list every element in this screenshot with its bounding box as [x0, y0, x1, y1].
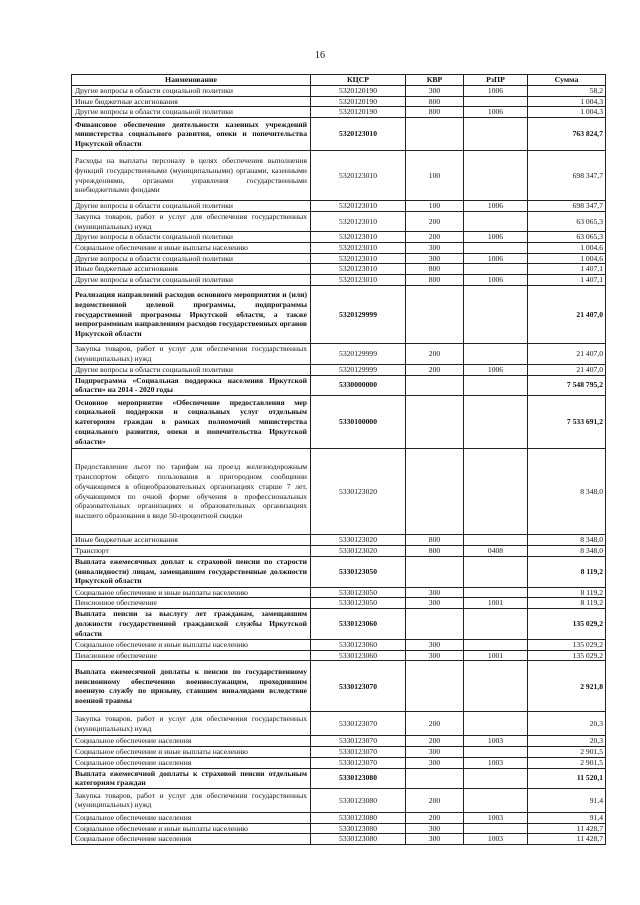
cell-sum: 135 029,2 — [528, 608, 606, 639]
table-row — [72, 264, 606, 275]
cell-kvr: 800 — [406, 545, 464, 556]
cell-rzpr — [464, 243, 528, 254]
cell-name: Социальное обеспечение населения — [72, 812, 311, 823]
cell-kvr — [406, 556, 464, 587]
cell-sum: 91,4 — [528, 788, 606, 812]
cell-kcsr: 5330123080 — [311, 788, 406, 812]
cell-kvr: 200 — [406, 712, 464, 736]
cell-name: Иные бюджетные ассигнования — [72, 264, 311, 275]
cell-kcsr: 5330123020 — [311, 545, 406, 556]
cell-rzpr — [464, 712, 528, 736]
table-row — [72, 757, 606, 768]
cell-kcsr: 5320123010 — [311, 201, 406, 212]
table-row — [72, 232, 606, 243]
cell-kcsr: 5330123050 — [311, 598, 406, 609]
cell-kvr: 200 — [406, 232, 464, 243]
cell-rzpr: 1003 — [464, 757, 528, 768]
cell-name: Социальное обеспечение населения — [72, 736, 311, 747]
table-row — [72, 598, 606, 609]
cell-rzpr — [464, 211, 528, 231]
cell-kvr: 800 — [406, 275, 464, 286]
cell-rzpr: 1006 — [464, 86, 528, 97]
cell-sum: 11 520,1 — [528, 768, 606, 788]
cell-name: Закупка товаров, работ и услуг для обеспечения государственных (муниципальных) нужд — [72, 211, 311, 231]
cell-kvr: 800 — [406, 96, 464, 107]
table-row — [72, 661, 606, 712]
table-row — [72, 608, 606, 639]
cell-name: Предоставление льгот по тарифам на проезд железнодорожным транспортом общего пользования в пригородном сообщении обучающимся в общеобразовательных организациях старше 7 лет, обучающимся по очной форме обучения в профессиональных образовательных организациях и образовательных организациях высшего образования в виде 50-процентной скидки — [72, 449, 311, 535]
cell-kcsr: 5330123060 — [311, 608, 406, 639]
cell-rzpr — [464, 768, 528, 788]
cell-kvr: 300 — [406, 253, 464, 264]
cell-sum: 8 119,2 — [528, 556, 606, 587]
cell-name: Пенсионное обеспечение — [72, 598, 311, 609]
table-row — [72, 639, 606, 650]
cell-sum: 58,2 — [528, 86, 606, 97]
cell-name: Социальное обеспечение и иные выплаты населению — [72, 587, 311, 598]
cell-sum: 7 533 691,2 — [528, 396, 606, 449]
cell-sum: 1 004,3 — [528, 107, 606, 118]
header-name: Наименование — [72, 75, 311, 86]
cell-rzpr: 1003 — [464, 834, 528, 845]
cell-name: Социальное обеспечение и иные выплаты населению — [72, 639, 311, 650]
cell-kcsr: 5320123010 — [311, 264, 406, 275]
cell-kvr — [406, 285, 464, 343]
cell-sum: 8 348,0 — [528, 545, 606, 556]
cell-name: Пенсионное обеспечение — [72, 650, 311, 661]
table-row — [72, 375, 606, 395]
cell-kvr: 300 — [406, 747, 464, 758]
cell-kvr — [406, 768, 464, 788]
cell-sum: 1 004,6 — [528, 253, 606, 264]
cell-name: Другие вопросы в области социальной политики — [72, 201, 311, 212]
cell-sum: 2 901,5 — [528, 747, 606, 758]
table-header — [72, 75, 606, 86]
cell-kvr: 300 — [406, 243, 464, 254]
table-row — [72, 118, 606, 151]
cell-kcsr: 5320123010 — [311, 118, 406, 151]
cell-name: Выплата ежемесячных доплат к страховой пенсии по старости (инвалидности) лицам, замещавшим государственные должности Иркутской области — [72, 556, 311, 587]
table-row — [72, 107, 606, 118]
cell-sum: 91,4 — [528, 812, 606, 823]
cell-kcsr: 5320120190 — [311, 107, 406, 118]
cell-kcsr: 5330100000 — [311, 396, 406, 449]
cell-name: Закупка товаров, работ и услуг для обеспечения государственных (муниципальных) нужд — [72, 712, 311, 736]
cell-sum: 698 347,7 — [528, 151, 606, 201]
cell-rzpr — [464, 375, 528, 395]
cell-rzpr: 1001 — [464, 650, 528, 661]
table-row — [72, 545, 606, 556]
cell-sum: 21 407,0 — [528, 364, 606, 375]
cell-sum: 1 407,1 — [528, 275, 606, 286]
cell-kcsr: 5330000000 — [311, 375, 406, 395]
cell-name: Другие вопросы в области социальной политики — [72, 86, 311, 97]
table-row — [72, 396, 606, 449]
cell-sum: 63 065,3 — [528, 232, 606, 243]
cell-sum: 135 029,2 — [528, 639, 606, 650]
cell-rzpr — [464, 151, 528, 201]
cell-name: Выплата пенсии за выслугу лет гражданам, замещавшим должности государственной гражданской службы Иркутской области — [72, 608, 311, 639]
cell-kcsr: 5330123050 — [311, 587, 406, 598]
cell-name: Подпрограмма «Социальная поддержка населения Иркутской области» на 2014 - 2020 годы — [72, 375, 311, 395]
cell-rzpr — [464, 639, 528, 650]
cell-rzpr — [464, 587, 528, 598]
cell-name: Другие вопросы в области социальной политики — [72, 107, 311, 118]
table-row — [72, 587, 606, 598]
cell-kvr — [406, 449, 464, 535]
table-row — [72, 364, 606, 375]
table-row — [72, 285, 606, 343]
cell-rzpr — [464, 535, 528, 546]
cell-kcsr: 5320120190 — [311, 86, 406, 97]
cell-sum: 2 901,5 — [528, 757, 606, 768]
table-row — [72, 201, 606, 212]
table-row — [72, 243, 606, 254]
cell-name: Выплата ежемесячной доплаты к пенсии по государственному пенсионному обеспечению военнослужащим, проходившим военную службу по призыву, ставшим инвалидами вследствие военной травмы — [72, 661, 311, 712]
cell-sum: 21 407,0 — [528, 285, 606, 343]
cell-sum: 11 428,7 — [528, 823, 606, 834]
cell-sum: 1 004,3 — [528, 96, 606, 107]
cell-name: Иные бюджетные ассигнования — [72, 535, 311, 546]
table-row — [72, 712, 606, 736]
cell-rzpr: 1003 — [464, 736, 528, 747]
header-kvr: КВР — [406, 75, 464, 86]
cell-kcsr: 5330123020 — [311, 449, 406, 535]
cell-kvr: 200 — [406, 788, 464, 812]
cell-kcsr: 5320123010 — [311, 232, 406, 243]
cell-rzpr: 0408 — [464, 545, 528, 556]
cell-name: Социальное обеспечение и иные выплаты населению — [72, 243, 311, 254]
table-row — [72, 812, 606, 823]
cell-kcsr: 5330123050 — [311, 556, 406, 587]
cell-kcsr: 5330123070 — [311, 712, 406, 736]
cell-sum: 8 119,2 — [528, 598, 606, 609]
cell-name: Закупка товаров, работ и услуг для обеспечения государственных (муниципальных) нужд — [72, 343, 311, 364]
table-row — [72, 343, 606, 364]
cell-sum: 11 428,7 — [528, 834, 606, 845]
cell-kcsr: 5320120190 — [311, 96, 406, 107]
cell-rzpr — [464, 823, 528, 834]
cell-rzpr — [464, 396, 528, 449]
table-row — [72, 275, 606, 286]
cell-kvr: 200 — [406, 211, 464, 231]
table-row — [72, 253, 606, 264]
cell-name: Основное мероприятие «Обеспечение предоставления мер социальной поддержки и социальных услуг отдельным категориям граждан в рамках полномочий министерства социального развития, опеки и попечительства Иркутской области» — [72, 396, 311, 449]
cell-sum: 8 348,0 — [528, 535, 606, 546]
cell-name: Социальное обеспечение и иные выплаты населению — [72, 747, 311, 758]
table-row — [72, 788, 606, 812]
table-row — [72, 449, 606, 535]
cell-kvr: 300 — [406, 834, 464, 845]
cell-kvr: 300 — [406, 757, 464, 768]
cell-rzpr — [464, 556, 528, 587]
table-row — [72, 736, 606, 747]
cell-rzpr — [464, 788, 528, 812]
cell-name: Финансовое обеспечение деятельности казенных учреждений министерства социального развития, опеки и попечительства Иркутской области — [72, 118, 311, 151]
cell-name: Расходы на выплаты персоналу в целях обеспечения выполнения функций государственными (муниципальными) органами, казенными учреждениями, органами управления государственными внебюджетными фондами — [72, 151, 311, 201]
cell-kcsr: 5320123010 — [311, 275, 406, 286]
cell-rzpr: 1006 — [464, 253, 528, 264]
cell-sum: 21 407,0 — [528, 343, 606, 364]
cell-sum: 8 348,0 — [528, 449, 606, 535]
cell-sum: 763 824,7 — [528, 118, 606, 151]
cell-rzpr: 1001 — [464, 598, 528, 609]
header-sum: Сумма — [528, 75, 606, 86]
header-kcsr: КЦСР — [311, 75, 406, 86]
cell-sum: 7 548 795,2 — [528, 375, 606, 395]
cell-kvr — [406, 375, 464, 395]
cell-kcsr: 5330123020 — [311, 535, 406, 546]
cell-rzpr — [464, 343, 528, 364]
cell-rzpr — [464, 449, 528, 535]
cell-rzpr: 1006 — [464, 107, 528, 118]
cell-kvr: 300 — [406, 598, 464, 609]
cell-kcsr: 5320123010 — [311, 211, 406, 231]
cell-name: Социальное обеспечение населения — [72, 757, 311, 768]
cell-sum: 135 029,2 — [528, 650, 606, 661]
cell-kvr: 800 — [406, 107, 464, 118]
cell-kcsr: 5330123080 — [311, 823, 406, 834]
cell-sum: 2 921,8 — [528, 661, 606, 712]
cell-name: Другие вопросы в области социальной политики — [72, 232, 311, 243]
cell-name: Другие вопросы в области социальной политики — [72, 253, 311, 264]
cell-name: Реализация направлений расходов основного мероприятия и (или) ведомственной целевой программы, подпрограммы государственной программы Иркутской области, а также непрограммным направлениям расходов государственных органов Иркутской области — [72, 285, 311, 343]
cell-rzpr: 1006 — [464, 232, 528, 243]
cell-sum: 698 347,7 — [528, 201, 606, 212]
table-row — [72, 747, 606, 758]
cell-kcsr: 5320123010 — [311, 151, 406, 201]
cell-rzpr — [464, 96, 528, 107]
cell-name: Другие вопросы в области социальной политики — [72, 275, 311, 286]
cell-sum: 1 004,6 — [528, 243, 606, 254]
cell-name: Иные бюджетные ассигнования — [72, 96, 311, 107]
cell-kvr: 200 — [406, 364, 464, 375]
cell-name: Транспорт — [72, 545, 311, 556]
table-row — [72, 211, 606, 231]
cell-sum: 8 119,2 — [528, 587, 606, 598]
cell-kcsr: 5320123010 — [311, 253, 406, 264]
cell-kcsr: 5330123070 — [311, 757, 406, 768]
table-row — [72, 86, 606, 97]
cell-rzpr — [464, 285, 528, 343]
cell-sum: 20,3 — [528, 712, 606, 736]
table-body — [72, 86, 606, 845]
table-row — [72, 151, 606, 201]
table-row — [72, 650, 606, 661]
cell-name: Социальное обеспечение и иные выплаты населению — [72, 823, 311, 834]
cell-sum: 20,3 — [528, 736, 606, 747]
cell-sum: 63 065,3 — [528, 211, 606, 231]
cell-rzpr — [464, 608, 528, 639]
cell-rzpr — [464, 118, 528, 151]
cell-kcsr: 5330123070 — [311, 661, 406, 712]
cell-kvr — [406, 396, 464, 449]
cell-kvr: 100 — [406, 201, 464, 212]
cell-kvr — [406, 608, 464, 639]
cell-name: Социальное обеспечение населения — [72, 834, 311, 845]
cell-kcsr: 5320129999 — [311, 364, 406, 375]
cell-rzpr: 1006 — [464, 275, 528, 286]
cell-kcsr: 5330123080 — [311, 768, 406, 788]
cell-kvr: 200 — [406, 736, 464, 747]
header-row — [72, 75, 606, 86]
cell-kcsr: 5320129999 — [311, 343, 406, 364]
cell-kcsr: 5330123070 — [311, 747, 406, 758]
cell-kvr — [406, 118, 464, 151]
cell-kvr: 300 — [406, 86, 464, 97]
cell-kvr: 200 — [406, 812, 464, 823]
header-rzpr: РзПР — [464, 75, 528, 86]
table-row — [72, 556, 606, 587]
cell-rzpr — [464, 747, 528, 758]
table-row — [72, 535, 606, 546]
cell-kvr: 300 — [406, 639, 464, 650]
cell-kcsr: 5320129999 — [311, 285, 406, 343]
table-row — [72, 768, 606, 788]
cell-kvr: 200 — [406, 343, 464, 364]
cell-rzpr — [464, 661, 528, 712]
cell-kvr: 300 — [406, 823, 464, 834]
cell-name: Закупка товаров, работ и услуг для обеспечения государственных (муниципальных) нужд — [72, 788, 311, 812]
table-row — [72, 834, 606, 845]
cell-kcsr: 5330123080 — [311, 812, 406, 823]
cell-kvr: 100 — [406, 151, 464, 201]
cell-kvr — [406, 661, 464, 712]
cell-kvr: 800 — [406, 535, 464, 546]
cell-kcsr: 5320123010 — [311, 243, 406, 254]
table-row — [72, 96, 606, 107]
budget-table — [71, 74, 606, 845]
cell-rzpr: 1003 — [464, 812, 528, 823]
cell-kvr: 300 — [406, 650, 464, 661]
cell-kvr: 300 — [406, 587, 464, 598]
cell-name: Другие вопросы в области социальной политики — [72, 364, 311, 375]
cell-sum: 1 407,1 — [528, 264, 606, 275]
cell-kvr: 800 — [406, 264, 464, 275]
cell-rzpr: 1006 — [464, 364, 528, 375]
cell-rzpr: 1006 — [464, 201, 528, 212]
table-row — [72, 823, 606, 834]
cell-name: Выплата ежемесячной доплаты к страховой пенсии отдельным категориям граждан — [72, 768, 311, 788]
page-number: 16 — [315, 50, 325, 61]
cell-kcsr: 5330123060 — [311, 639, 406, 650]
cell-kcsr: 5330123080 — [311, 834, 406, 845]
cell-kcsr: 5330123060 — [311, 650, 406, 661]
cell-rzpr — [464, 264, 528, 275]
cell-kcsr: 5330123070 — [311, 736, 406, 747]
